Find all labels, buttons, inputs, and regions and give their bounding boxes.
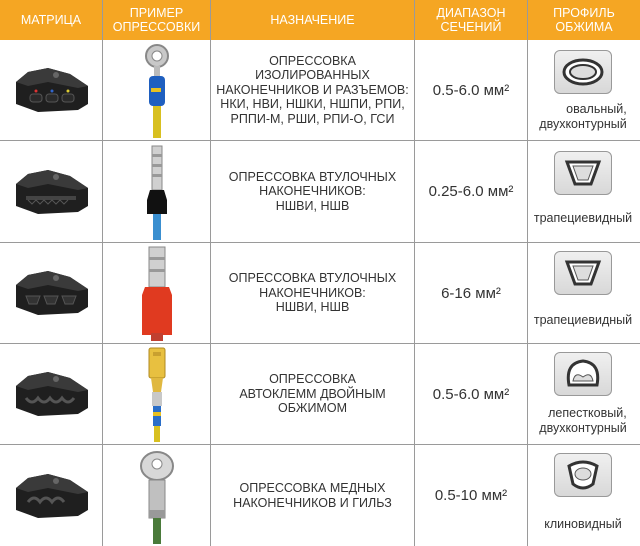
header-example: ПРИМЕР ОПРЕССОВКИ (112, 6, 201, 34)
table-row (0, 40, 640, 140)
trapezoid-icon (554, 151, 612, 195)
crimp-die-icon (0, 40, 102, 140)
wedge-icon (554, 453, 612, 497)
crimp-die-icon (0, 344, 102, 444)
crimp-die-icon (0, 445, 102, 546)
header-profile: ПРОФИЛЬ ОБЖИМА (553, 6, 615, 34)
blade-terminal-icon (103, 344, 210, 444)
petal-double-contour-icon (554, 352, 612, 396)
table-row (0, 344, 640, 444)
profile-label: трапециевидный (533, 211, 633, 225)
table-row (0, 243, 640, 343)
trapezoid-icon (554, 251, 612, 295)
ferrule-red-icon (103, 243, 210, 343)
range-text: 6-16 мм² (441, 284, 501, 302)
header-range: ДИАПАЗОН СЕЧЕНИЙ (436, 6, 506, 34)
profile-label: овальный, двухконтурный (539, 102, 627, 131)
range-text: 0.5-6.0 мм² (432, 385, 510, 403)
purpose-text: ОПРЕССОВКА ВТУЛОЧНЫХ НАКОНЕЧНИКОВ: НШВИ, НШВ (228, 271, 397, 315)
ring-terminal-icon (103, 40, 210, 140)
ferrule-black-icon (103, 141, 210, 242)
profile-label: лепестковый, двухконтурный (539, 406, 627, 435)
range-text: 0.5-6.0 мм² (432, 81, 510, 99)
range-text: 0.25-6.0 мм² (428, 183, 514, 200)
purpose-text: ОПРЕССОВКА ВТУЛОЧНЫХ НАКОНЕЧНИКОВ: НШВИ, НШВ (228, 169, 397, 213)
table-row (0, 141, 640, 242)
crimp-die-icon (0, 243, 102, 343)
header-purpose: НАЗНАЧЕНИЕ (270, 13, 355, 27)
profile-label: трапециевидный (533, 313, 633, 327)
purpose-text: ОПРЕССОВКА ИЗОЛИРОВАННЫХ НАКОНЕЧНИКОВ И РАЗЪЕМОВ: НКИ, НВИ, НШКИ, НШПИ, РПИ, РППИ-М, РШИ, РПИ-О, ГСИ (216, 53, 409, 126)
crimp-die-icon (0, 141, 102, 242)
purpose-text: ОПРЕССОВКА АВТОКЛЕММ ДВОЙНЫМ ОБЖИМОМ (239, 372, 386, 416)
table-row (0, 445, 640, 546)
range-text: 0.5-10 мм² (434, 487, 508, 504)
copper-lug-icon (103, 445, 210, 546)
purpose-text: ОПРЕССОВКА МЕДНЫХ НАКОНЕЧНИКОВ И ГИЛЬЗ (233, 481, 392, 510)
oval-double-contour-icon (554, 50, 612, 94)
profile-label: клиновидный (544, 517, 622, 531)
header-matrix: МАТРИЦА (20, 13, 82, 27)
